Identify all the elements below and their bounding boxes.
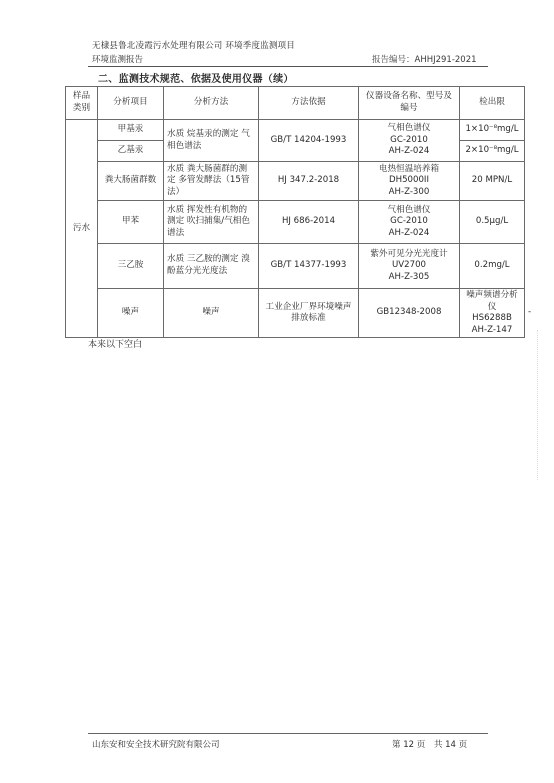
instrument-noise-analyzer: 噪声频谱分析仪 HS6288B AH-Z-147 — [460, 289, 525, 338]
header-instrument: 仪器设备名称、型号及编号 — [359, 87, 460, 120]
table-row: 噪声 噪声 工业企业厂界环境噪声排放标准 GB12348-2008 噪声频谱分析仪 HS6288B AH-Z-147 - — [66, 289, 525, 338]
page-edge-mark — [537, 330, 554, 480]
monitoring-methods-table — [65, 86, 532, 338]
table-row — [66, 201, 525, 244]
instrument-uv-spectrophotometer: 紫外可见分光光度计 UV2700 AH-Z-305 — [359, 244, 460, 289]
header-limit: 检出限 — [460, 87, 525, 120]
method-toluene: 水质 挥发性有机物的测定 吹扫捕集/气相色谱法 — [164, 201, 259, 244]
item-ethylmercury: 乙基汞 — [98, 141, 164, 162]
method-fecal-coliform: 水质 粪大肠菌群的测定 多管发酵法（15管法） — [164, 162, 259, 201]
table-header-row — [66, 87, 525, 120]
header-method: 分析方法 — [164, 87, 259, 120]
instrument-incubator: 电热恒温培养箱 DH5000II AH-Z-300 — [359, 162, 460, 201]
limit-fecal-coliform: 20 MPN/L — [460, 162, 525, 201]
table-row — [66, 120, 525, 141]
basis-toluene: HJ 686-2014 — [259, 201, 359, 244]
item-noise: 噪声 — [164, 289, 259, 338]
limit-toluene: 0.5μg/L — [460, 201, 525, 244]
method-noise: 工业企业厂界环境噪声排放标准 — [259, 289, 359, 338]
footer-page-info — [392, 738, 473, 750]
section-title: 二、监测技术规范、依据及使用仪器（续） — [98, 74, 294, 85]
limit-methylmercury: 1×10⁻⁸mg/L — [460, 120, 525, 141]
instrument-gc-toluene: 气相色谱仪 GC-2010 AH-Z-024 — [359, 201, 460, 244]
header-project: 无棣县鲁北凌霞污水处理有限公司 环境季度监测项目 — [92, 41, 296, 51]
page-total: 共 14 页 — [433, 740, 468, 750]
table-row — [66, 162, 525, 201]
basis-noise: GB12348-2008 — [359, 289, 460, 338]
footer-organization: 山东安和安全技术研究院有限公司 — [92, 740, 220, 750]
basis-alkylmercury: GB/T 14204-1993 — [259, 120, 359, 162]
basis-triethylamine: GB/T 14377-1993 — [259, 244, 359, 289]
header-report-title: 环境监测报告 — [92, 55, 144, 65]
header-rule — [88, 66, 488, 67]
category-wastewater: 污水 — [66, 120, 98, 338]
method-alkylmercury: 水质 烷基汞的测定 气相色谱法 — [164, 120, 259, 162]
page-number: 第 12 页 — [392, 740, 426, 750]
item-toluene: 甲苯 — [98, 201, 164, 244]
table-row — [66, 244, 525, 289]
instrument-gc-alkylmercury: 气相色谱仪 GC-2010 AH-Z-024 — [359, 120, 460, 162]
item-fecal-coliform: 粪大肠菌群数 — [98, 162, 164, 201]
method-triethylamine: 水质 三乙胺的测定 溴酚蓝分光光度法 — [164, 244, 259, 289]
limit-triethylamine: 0.2mg/L — [460, 244, 525, 289]
item-methylmercury: 甲基汞 — [98, 120, 164, 141]
blank-below-note: 本来以下空白 — [88, 340, 143, 350]
basis-fecal-coliform: HJ 347.2-2018 — [259, 162, 359, 201]
category-noise: 噪声 — [98, 289, 164, 338]
item-triethylamine: 三乙胺 — [98, 244, 164, 289]
report-number: 报告编号：AHHJ291-2021 — [372, 55, 477, 65]
header-basis: 方法依据 — [259, 87, 359, 120]
header-item: 分析项目 — [98, 87, 164, 120]
limit-ethylmercury: 2×10⁻⁸mg/L — [460, 141, 525, 162]
header-category: 样品类别 — [66, 87, 98, 120]
footer-rule — [88, 733, 488, 734]
